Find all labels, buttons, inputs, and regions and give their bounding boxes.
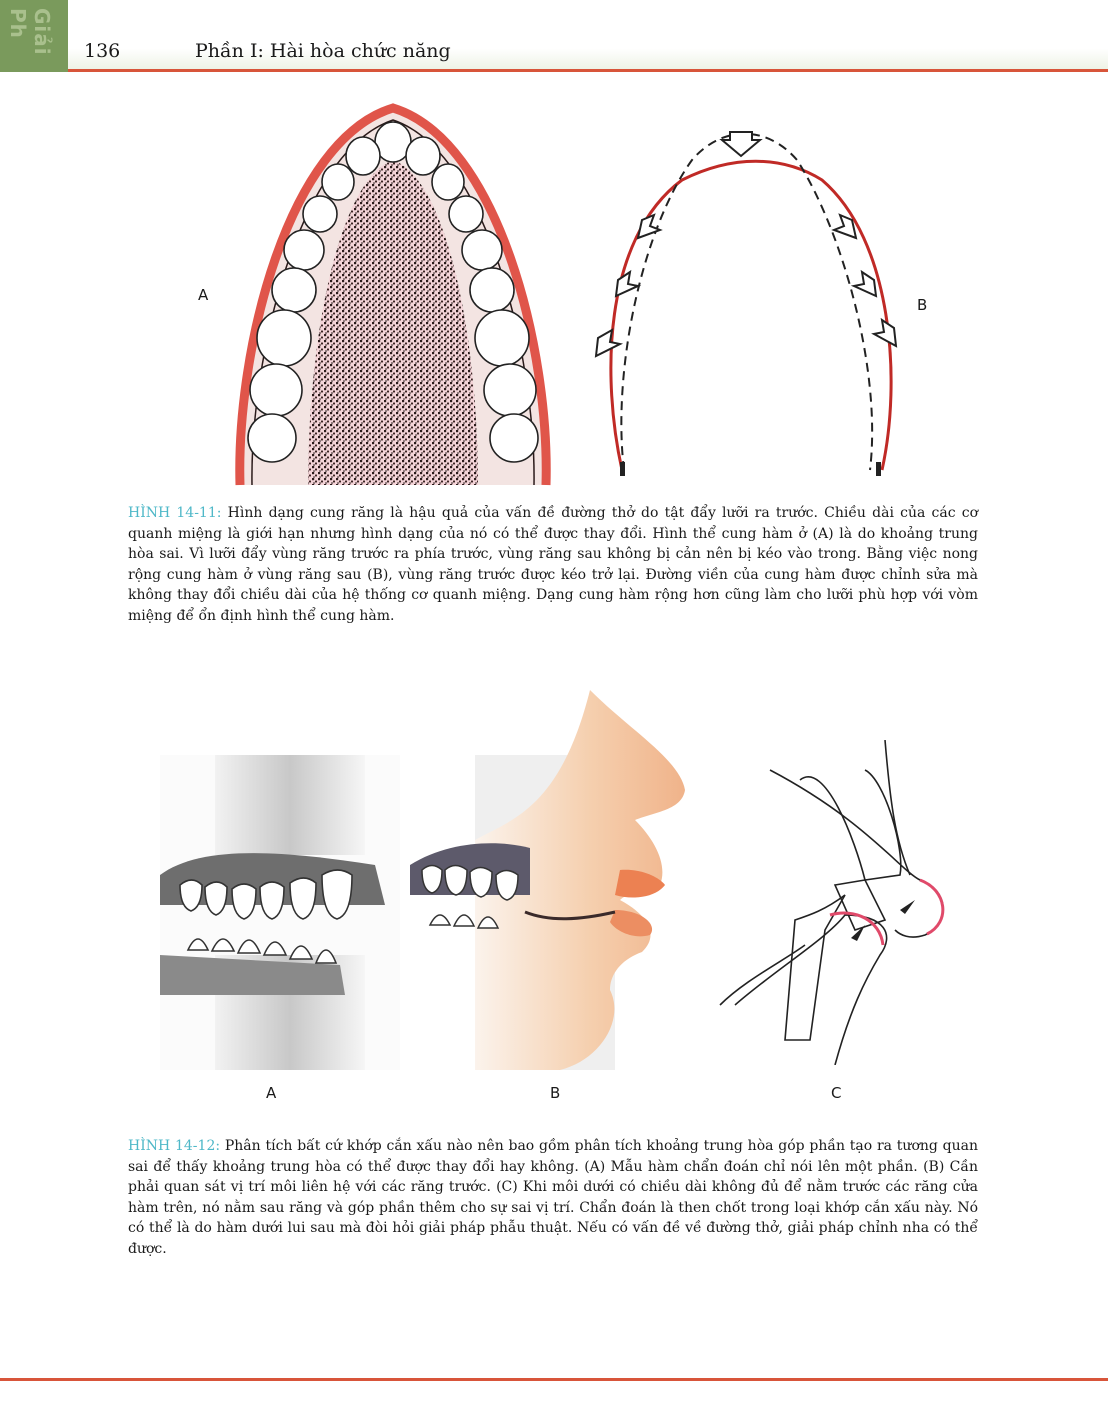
figure-14-11-caption-label: HÌNH 14-11: xyxy=(128,505,222,521)
header-rule xyxy=(68,69,1108,72)
page-number: 136 xyxy=(84,40,121,62)
figure-14-12-letter-a: A xyxy=(266,1084,277,1102)
figure-14-12-letter-b: B xyxy=(550,1084,561,1102)
figure-14-12-a-dental-cast-illustration xyxy=(160,755,400,1070)
figure-14-12-b-profile-illustration xyxy=(410,690,700,1070)
figure-14-12-caption-text: Phân tích bất cứ khớp cắn xấu nào nên bao gồm phân tích khoảng trung hòa góp phần tạo ra tương quan sai để thấy khoảng trung hòa có thể được thay đổi hay không. (A) Mẫu hàm chẩn đoán chỉ nói lên một phần. (B) Cần phải quan sát vị trí môi liên hệ với các răng trước. (C) Khi môi dưới có chiều dài không đủ để nằm trước các răng cửa hàm trên, nó nằm sau răng và góp phần thêm cho sự sai vị trí. Chẩn đoán là then chốt trong loại khớp cắn xấu này. Nó có thể là do hàm dưới lui sau mà đòi hỏi giải pháp phẫu thuật. Nếu có vấn đề về đường thở, giải pháp chỉnh nha có thể được. xyxy=(128,1138,978,1257)
footer-rule xyxy=(0,1378,1108,1381)
figure-14-11-caption-text: Hình dạng cung răng là hậu quả của vấn đề đường thở do tật đẩy lưỡi ra trước. Chiều dài của các cơ quanh miệng là giới hạn nhưng hình dạng của nó có thể được thay đổi. Hình thể cung hàm ở (A) là do khoảng trung hòa sai. Vì lưỡi đẩy vùng răng trước ra phía trước, vùng răng sau không bị cản nên bị kéo vào trong. Bằng việc nong rộng cung hàm ở vùng răng sau (B), vùng răng trước được kéo trở lại. Đường viền của cung hàm được chỉnh sửa mà không thay đổi chiều dài của hệ thống cơ quanh miệng. Dạng cung hàm rộng hơn cũng làm cho lưỡi phù hợp với vòm miệng để ổn định hình thể cung hàm. xyxy=(128,505,978,624)
side-tab-label: Giải Ph xyxy=(6,8,54,56)
figure-14-11-caption xyxy=(128,503,978,626)
running-title: Phần I: Hài hòa chức năng xyxy=(195,40,451,62)
figure-14-12-caption xyxy=(128,1136,978,1259)
figure-14-11-letter-a: A xyxy=(198,286,209,304)
figure-14-12-c-lip-incisor-diagram xyxy=(715,740,955,1065)
figure-14-12-caption-label: HÌNH 14-12: xyxy=(128,1138,221,1154)
side-tab xyxy=(0,0,68,72)
figure-14-11-letter-b: B xyxy=(917,296,928,314)
figure-14-11-a-arch-illustration xyxy=(228,100,558,490)
figure-14-12-letter-c: C xyxy=(831,1084,842,1102)
figure-14-11-b-arch-diagram xyxy=(582,120,912,492)
